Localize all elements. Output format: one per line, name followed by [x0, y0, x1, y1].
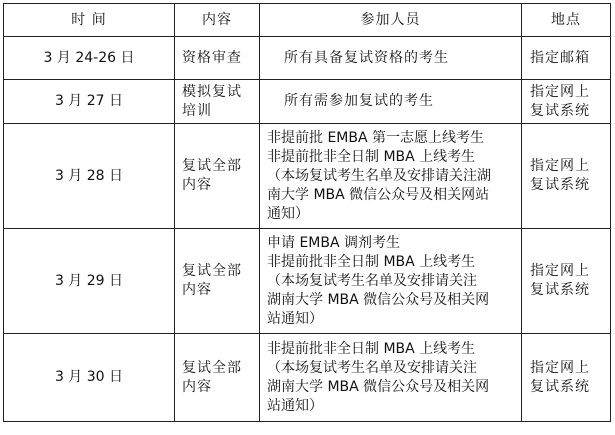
content-line: 复试全部: [182, 359, 242, 376]
content-line: 内容: [182, 282, 212, 298]
participants-line: 湖南大学 MBA 微信公众号及相关网: [267, 291, 490, 308]
participants-line: 非提前批 EMBA 第一志愿上线考生: [267, 129, 485, 146]
location-cell: [522, 124, 611, 229]
date-cell: 3 月 27 日: [4, 80, 175, 124]
participants-line: 非提前批非全日制 MBA 上线考生: [267, 253, 476, 270]
content-cell: [175, 80, 260, 124]
table-row: [4, 334, 611, 422]
date-cell: 3 月 24-26 日: [4, 37, 175, 80]
participants-cell: [260, 229, 522, 334]
content-cell: [175, 37, 260, 80]
participants-line: 非提前批非全日制 MBA 上线考生: [267, 148, 476, 165]
location-cell: [522, 37, 611, 80]
content-line: 内容: [182, 177, 212, 193]
participants-line: 站通知）: [267, 310, 323, 327]
participants-line: 通知）: [267, 205, 309, 222]
participants-cell: [260, 37, 522, 80]
content-line: 模拟复试: [182, 83, 242, 100]
participants-line: 申请 EMBA 调剂考生: [267, 234, 401, 251]
location-line: 复试系统: [530, 378, 590, 395]
content-line: 培训: [182, 102, 212, 119]
content-cell: [175, 229, 260, 334]
location-cell: [522, 80, 611, 124]
location-cell: [522, 229, 611, 334]
location-cell: [522, 334, 611, 422]
content-line: 资格审查: [182, 49, 242, 66]
table-row: [4, 37, 611, 80]
content-cell: [175, 334, 260, 422]
content-cell: [175, 124, 260, 229]
table-row: [4, 229, 611, 334]
location-line: 复试系统: [530, 102, 590, 119]
participants-line: （本场复试考生名单及安排请关注湖: [267, 167, 491, 184]
participants-line: 站通知）: [267, 397, 323, 414]
location-line: 复试系统: [530, 282, 590, 298]
content-line: 复试全部: [182, 158, 242, 174]
content-line: 内容: [182, 378, 212, 395]
participants-line: 所有具备复试资格的考生: [284, 49, 449, 66]
participants-line: 非提前批非全日制 MBA 上线考生: [267, 340, 476, 357]
interview-schedule-table: [3, 3, 611, 422]
date-cell: 3 月 30 日: [4, 334, 175, 422]
location-line: 指定网上: [530, 83, 590, 100]
header-location: 地点: [522, 4, 611, 37]
date-cell: 3 月 28 日: [4, 124, 175, 229]
content-line: 复试全部: [182, 263, 242, 279]
table-row: [4, 124, 611, 229]
participants-line: （本场复试考生名单及安排请关注: [267, 359, 477, 376]
participants-line: 湖南大学 MBA 微信公众号及相关网: [267, 378, 490, 395]
participants-line: 所有需参加复试的考生: [284, 93, 434, 109]
location-line: 指定邮箱: [530, 49, 590, 66]
participants-cell: [260, 334, 522, 422]
location-line: 指定网上: [530, 158, 590, 174]
header-row: [4, 4, 611, 37]
header-date: 时 间: [4, 4, 175, 37]
header-content: 内容: [175, 4, 260, 37]
participants-cell: [260, 124, 522, 229]
participants-cell: [260, 80, 522, 124]
participants-line: 南大学 MBA 微信公众号及相关网站: [267, 186, 490, 203]
location-line: 指定网上: [530, 359, 590, 376]
location-line: 指定网上: [530, 263, 590, 279]
location-line: 复试系统: [530, 177, 590, 193]
participants-line: （本场复试考生名单及安排请关注: [267, 272, 477, 289]
header-participants: 参加人员: [260, 4, 522, 37]
table-row: [4, 80, 611, 124]
date-cell: 3 月 29 日: [4, 229, 175, 334]
